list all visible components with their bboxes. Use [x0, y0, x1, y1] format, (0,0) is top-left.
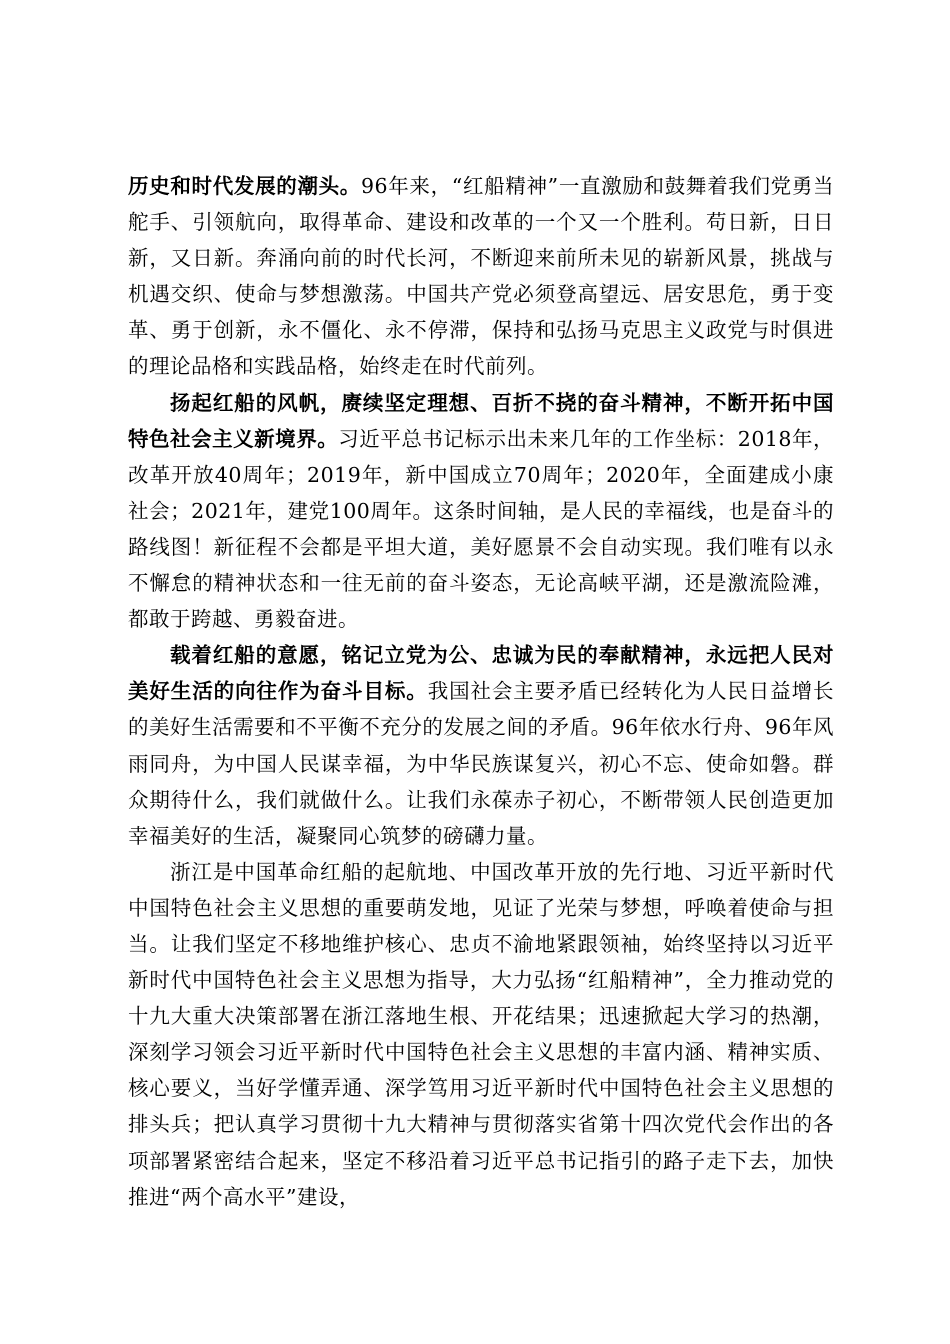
paragraph-2-body: 习近平总书记标示出未来几年的工作坐标：2018年，改革开放40周年；2019年，新中国成立70周年；2020年，全面建成小康社会；2021年，建党100周年。这条时间轴，是人民的幸福线，也是奋斗的路线图！新征程不会都是平坦大道，美好愿景不会自动实现。我们唯有以永不懈怠的精神状态和一往无前的奋斗姿态，无论高峡平湖，还是激流险滩，都敢于跨越、勇毅奋进。: [128, 426, 835, 632]
paragraph-1-lead: 历史和时代发展的潮头。: [128, 174, 361, 198]
paragraph-3: [128, 637, 834, 854]
paragraph-2: [128, 385, 834, 638]
paragraph-1: [128, 168, 834, 385]
paragraph-3-lead: 载着红船的意愿，铭记立党为公、忠诚为民的奉献精神，永远把人民对美好生活的向往作为奋斗目标。: [128, 643, 834, 704]
paragraph-4: [128, 854, 834, 1215]
paragraph-4-body: 浙江是中国革命红船的起航地、中国改革开放的先行地、习近平新时代中国特色社会主义思想的重要萌发地，见证了光荣与梦想，呼唤着使命与担当。让我们坚定不移地维护核心、忠贞不渝地紧跟领袖，始终坚持以习近平新时代中国特色社会主义思想为指导，大力弘扬“红船精神”，全力推动党的十九大重大决策部署在浙江落地生根、开花结果；迅速掀起大学习的热潮，深刻学习领会习近平新时代中国特色社会主义思想的丰富内涵、精神实质、核心要义，当好学懂弄通、深学笃用习近平新时代中国特色社会主义思想的排头兵；把认真学习贯彻十九大精神与贯彻落实省第十四次党代会作出的各项部署紧密结合起来，坚定不移沿着习近平总书记指引的路子走下去，加快推进“两个高水平”建设，: [128, 859, 834, 1209]
paragraph-1-body: 96年来，“红船精神”一直激励和鼓舞着我们党勇当舵手、引领航向，取得革命、建设和改革的一个又一个胜利。苟日新，日日新，又日新。奔涌向前的时代长河，不断迎来前所未见的崭新风景，挑战与机遇交织、使命与梦想激荡。中国共产党必须登高望远、居安思危，勇于变革、勇于创新，永不僵化、永不停滞，保持和弘扬马克思主义政党与时俱进的理论品格和实践品格，始终走在时代前列。: [128, 174, 834, 379]
document-page: [128, 168, 834, 1215]
paragraph-2-lead: 扬起红船的风帆，赓续坚定理想、百折不挠的奋斗精神，不断开拓中国特色社会主义新境界。: [128, 390, 834, 451]
paragraph-3-body: 我国社会主要矛盾已经转化为人民日益增长的美好生活需要和不平衡不充分的发展之间的矛盾。96年依水行舟、96年风雨同舟，为中国人民谋幸福，为中华民族谋复兴，初心不忘、使命如磐。群众期待什么，我们就做什么。让我们永葆赤子初心，不断带领人民创造更加幸福美好的生活，凝聚同心筑梦的磅礴力量。: [128, 679, 834, 848]
